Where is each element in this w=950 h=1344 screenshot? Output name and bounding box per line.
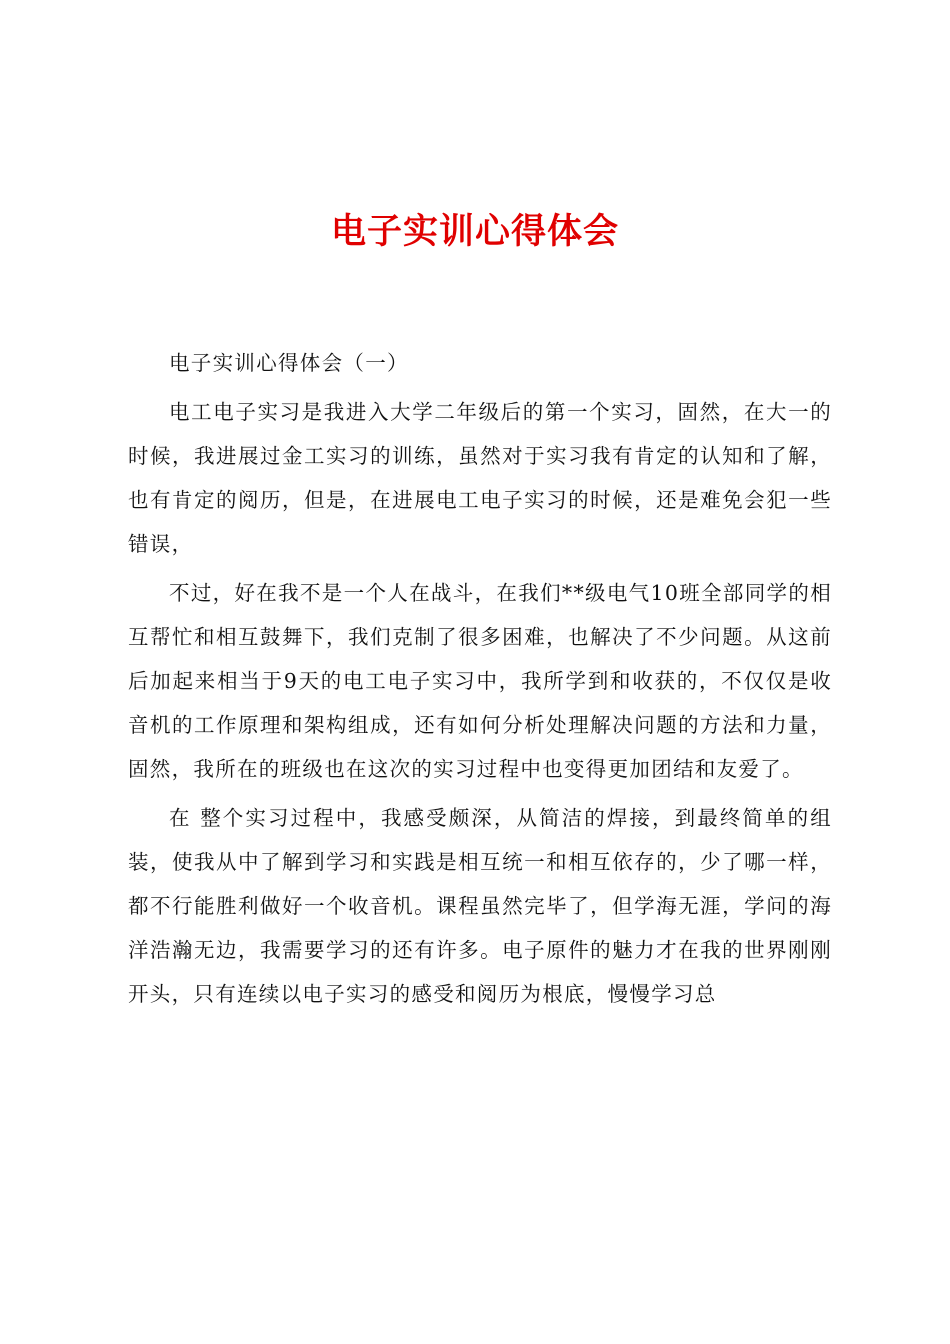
document-title: 电子实训心得体会 bbox=[330, 211, 619, 252]
paragraph-2: 不过，好在我不是一个人在战斗，在我们**级电气10班全部同学的相互帮忙和相互鼓舞下，我们克制了很多困难，也解决了不少问题。从这前后加起来相当于9天的电工电子实习中，我所学到和收获的，不仅仅是收音机的工作原理和架构组成，还有如何分析处理解决问题的方法和力量，固然，我所在的班级也在这次的实习过程中也变得更加团结和友爱了。 bbox=[128, 581, 832, 781]
paragraph-3: 在 整个实习过程中，我感受颇深，从简洁的焊接，到最终简单的组装，使我从中了解到学习和实践是相互统一和相互依存的，少了哪一样，都不行能胜利做好一个收音机。课程虽然完毕了，但学海无涯，学问的海洋浩瀚无边，我需要学习的还有许多。电子原件的魅力才在我的世界刚刚开头，只有连续以电子实习的感受和阅历为根底，慢慢学习总 bbox=[128, 806, 832, 1006]
paragraph-1: 电工电子实习是我进入大学二年级后的第一个实习，固然，在大一的时候，我进展过金工实习的训练，虽然对于实习我有肯定的认知和了解，也有肯定的阅历，但是，在进展电工电子实习的时候，还是难免会犯一些错误， bbox=[128, 400, 832, 556]
document-body bbox=[128, 341, 832, 1021]
section-heading: 电子实训心得体会（一） bbox=[169, 351, 409, 375]
